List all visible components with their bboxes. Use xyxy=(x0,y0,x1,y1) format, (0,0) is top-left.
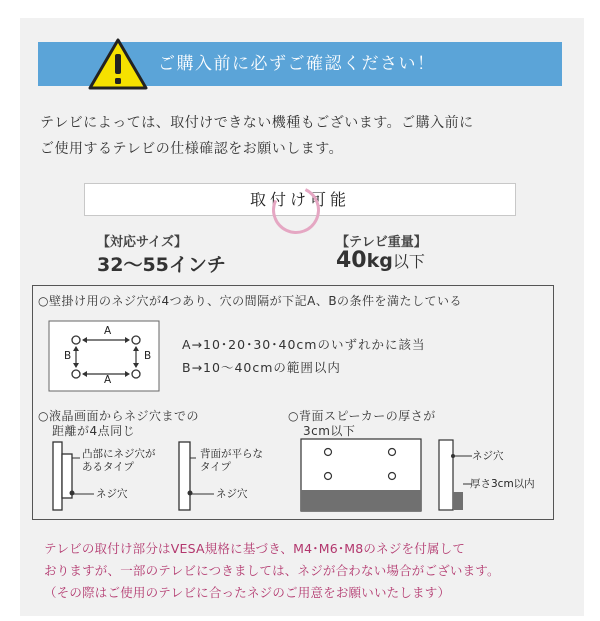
speaker-heading-1: ○背面スピーカーの厚さが xyxy=(288,409,436,423)
screw-note xyxy=(44,538,584,604)
speaker-heading-2: 3cm以下 xyxy=(303,424,356,438)
warning-icon xyxy=(88,38,148,90)
condition-a: A→10･20･30･40cmのいずれかに該当 xyxy=(182,337,426,352)
intro-line-1: テレビによっては、取付けできない機種もございます。ご購入前に xyxy=(40,115,474,131)
flat-label-1: 背面が平らな xyxy=(200,448,263,460)
weight-unit: kg xyxy=(366,250,393,272)
weight-number: 40 xyxy=(336,248,367,273)
screw-hole-label-1: ネジ穴 xyxy=(96,488,128,500)
intro-text xyxy=(40,110,580,162)
intro-line-2: ご使用するテレビの仕様確認をお願いします。 xyxy=(40,141,344,157)
banner-title: ご購入前に必ずご確認ください！ xyxy=(158,54,436,74)
screw-arrow-1 xyxy=(72,489,96,499)
weight-suffix: 以下 xyxy=(392,252,425,271)
flat-tv-diagram xyxy=(176,440,196,512)
convex-label-2: あるタイプ xyxy=(82,461,134,473)
weight-value xyxy=(336,248,425,273)
condition-b: B→10〜40cmの範囲以内 xyxy=(182,360,341,375)
note-line-1: テレビの取付け部分はVESA規格に基づき、M4･M6･M8のネジを付属して xyxy=(44,541,466,556)
size-label: 【対応サイズ】 xyxy=(97,235,187,250)
weight-label: 【テレビ重量】 xyxy=(336,235,427,250)
note-line-3: （その際はご使用のテレビに合ったネジのご用意をお願いいたします） xyxy=(44,585,451,600)
dim-a-top: A xyxy=(104,325,112,337)
flat-label-2: タイプ xyxy=(200,461,231,473)
distance-heading-1: ○液晶画面からネジ穴までの xyxy=(38,409,199,423)
vesa-condition-heading: ○壁掛け用のネジ穴が4つあり、穴の間隔が下記A、Bの条件を満たしている xyxy=(38,294,463,308)
screw-hole-label-2: ネジ穴 xyxy=(216,488,248,500)
thickness-label: 厚さ3cm以内 xyxy=(470,478,535,490)
speaker-tv-back-diagram xyxy=(300,438,422,512)
distance-heading-2: 距離が4点同じ xyxy=(52,424,136,438)
size-value: 32〜55インチ xyxy=(97,254,226,276)
mount-status-text: 取付け可能 xyxy=(249,190,350,209)
speaker-tv-side-diagram xyxy=(436,438,472,514)
dim-a-bottom: A xyxy=(104,374,112,386)
dim-b-right: B xyxy=(144,350,152,362)
dim-b-left: B xyxy=(64,350,72,362)
convex-label-1: 凸部にネジ穴が xyxy=(82,448,156,460)
note-line-2: おりますが、一部のテレビにつきましては、ネジが合わない場合がございます。 xyxy=(44,563,500,578)
screw-arrow-2 xyxy=(192,489,216,499)
screw-hole-label-3: ネジ穴 xyxy=(472,450,504,462)
